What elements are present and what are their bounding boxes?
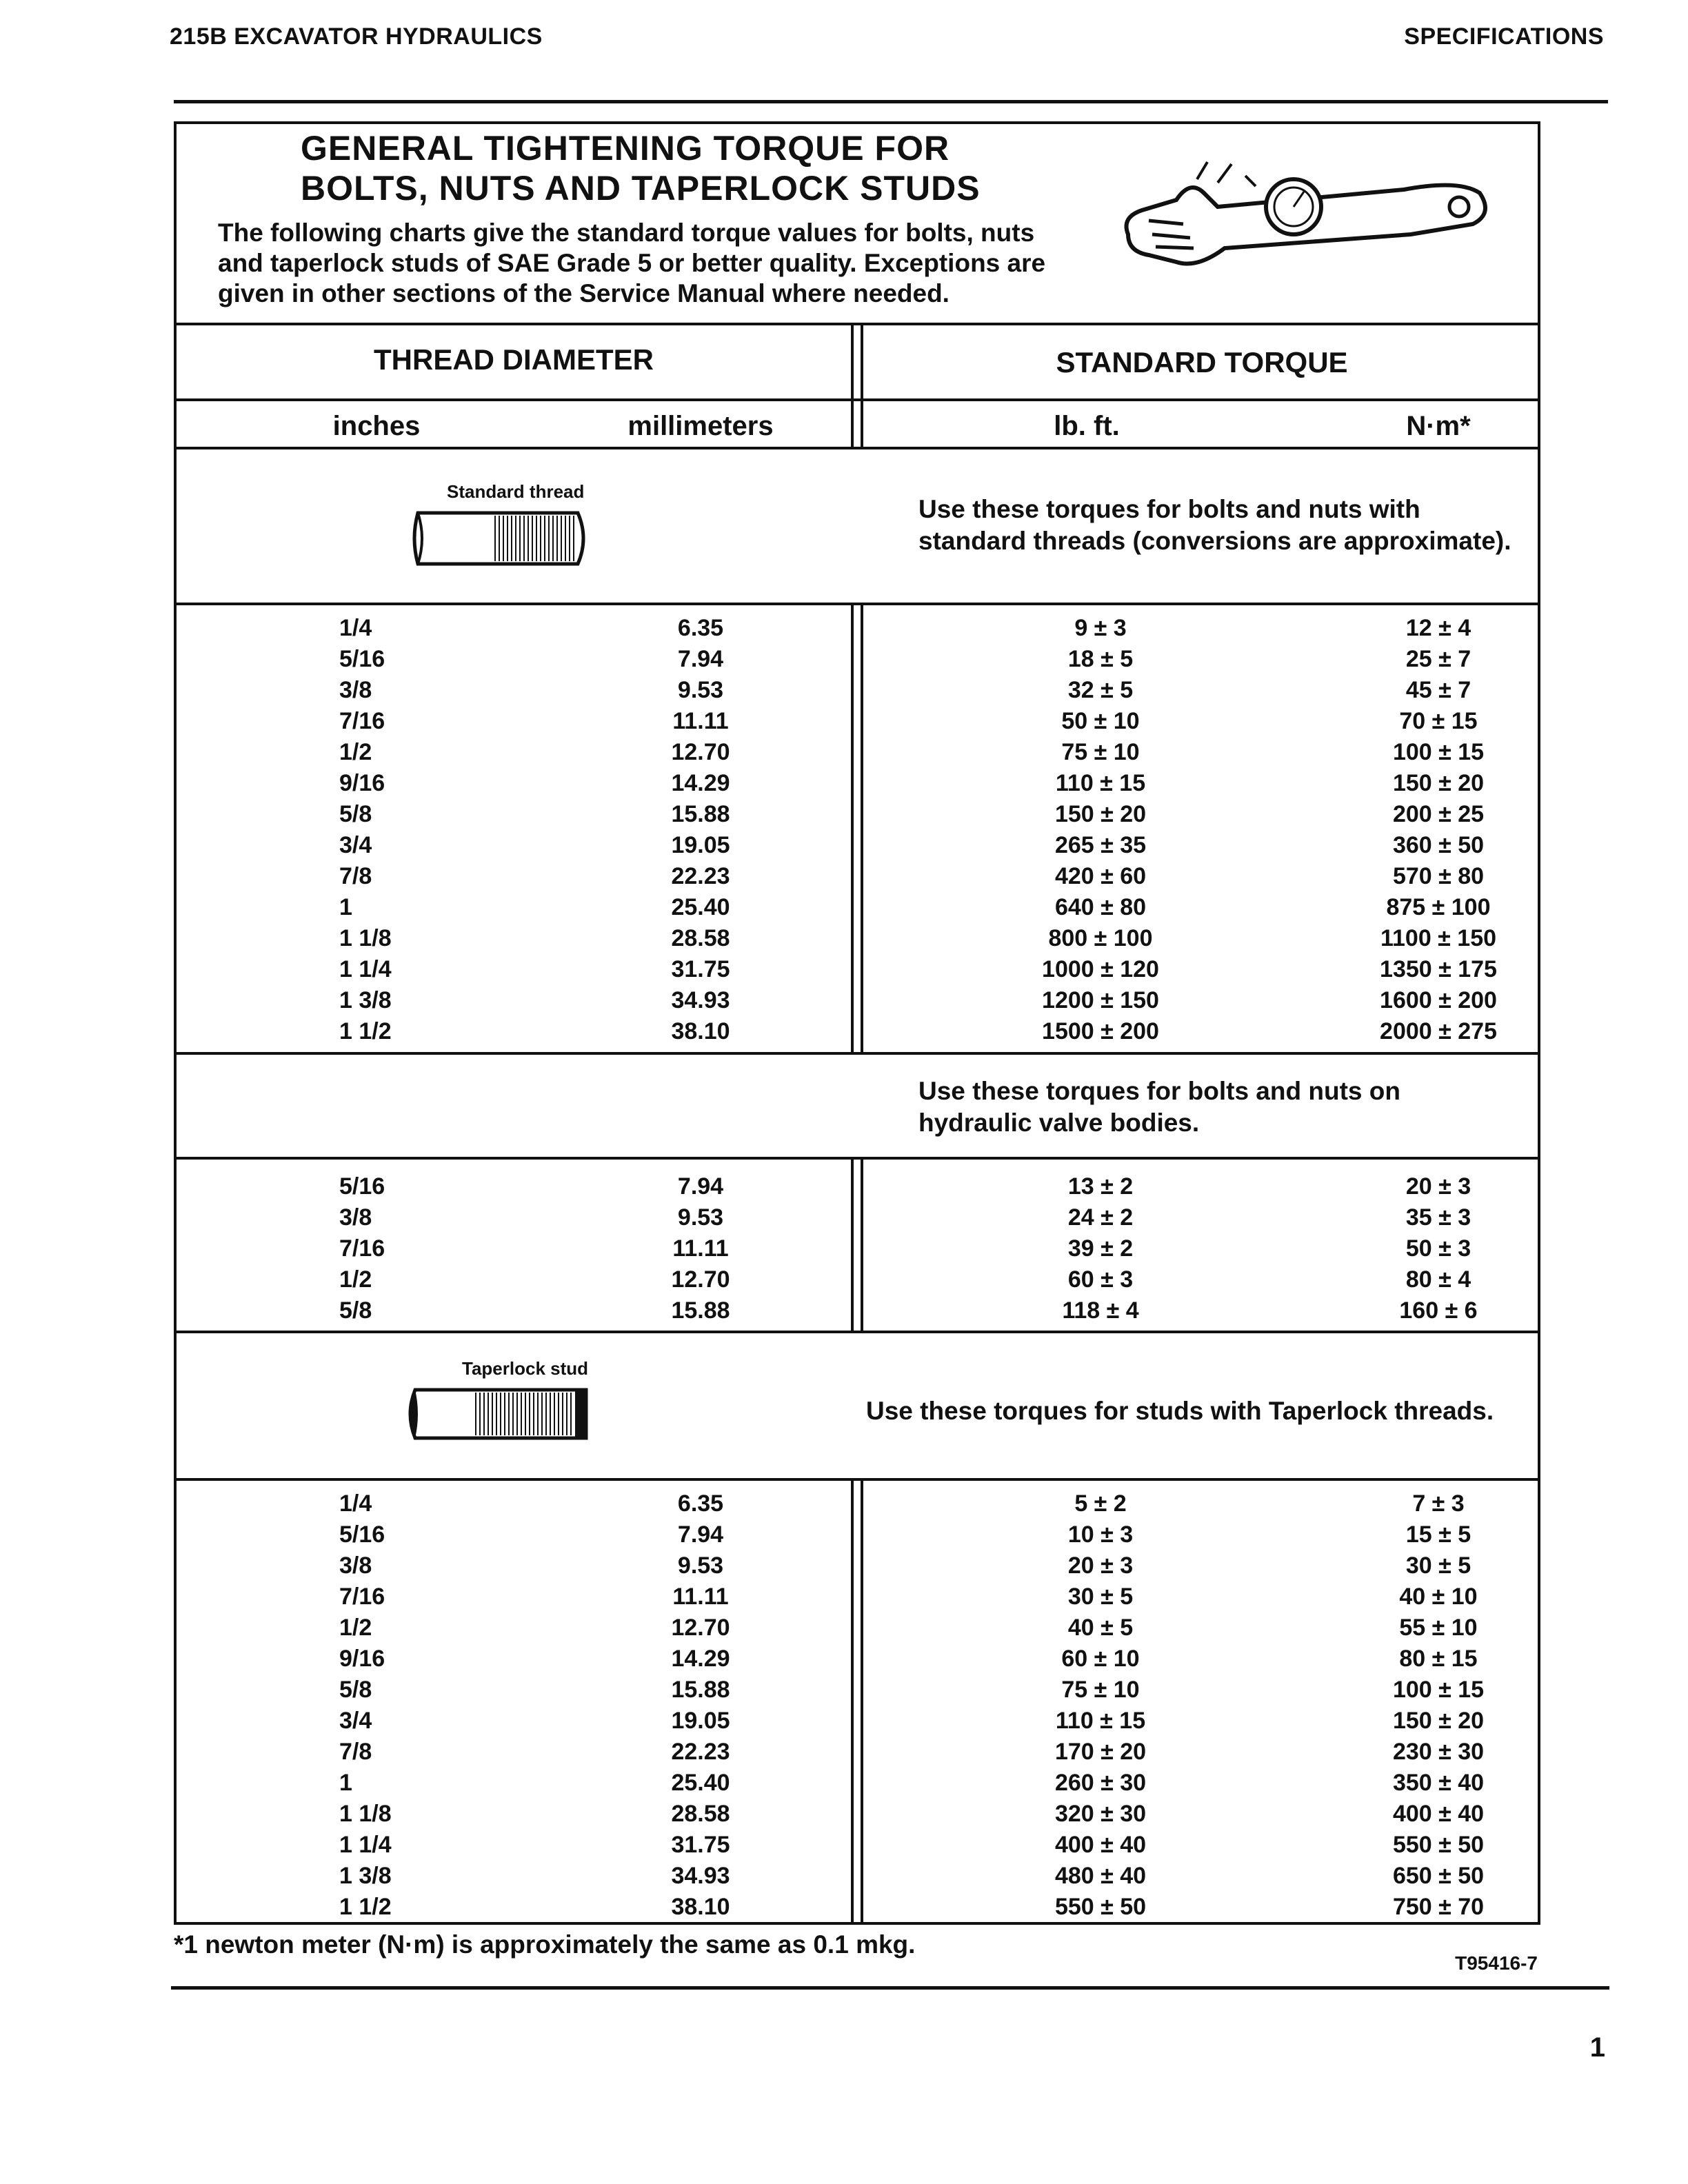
table-row — [177, 1708, 1538, 1739]
note-taperlock: Use these torques for studs with Taperlock threads. — [866, 1397, 1494, 1425]
cell-lbft: 10 ± 3 — [1067, 1521, 1134, 1548]
cell-inches: 1 1/8 — [339, 925, 392, 951]
cell-lbft: 5 ± 2 — [1074, 1490, 1127, 1517]
table-row — [177, 1490, 1538, 1521]
table-row — [177, 1553, 1538, 1584]
table-row — [177, 1235, 1538, 1266]
footnote: *1 newton meter (N·m) is approximately the same as 0.1 mkg. — [174, 1930, 916, 1959]
cell-mm: 15.88 — [671, 1297, 730, 1324]
col-standard-torque: STANDARD TORQUE — [1056, 346, 1348, 378]
table-row — [177, 1677, 1538, 1708]
cell-inches: 1 3/8 — [339, 1863, 392, 1889]
cell-inches: 1/2 — [339, 739, 372, 765]
cell-nm: 200 ± 25 — [1392, 801, 1485, 827]
cell-lbft: 110 ± 15 — [1055, 770, 1146, 796]
cell-mm: 9.53 — [677, 1553, 724, 1579]
divider-header-b — [861, 323, 863, 449]
cell-lbft: 110 ± 15 — [1055, 1708, 1146, 1734]
table-row — [177, 770, 1538, 801]
standard-thread-bolt-icon — [405, 507, 593, 569]
page-number: 1 — [1589, 2032, 1605, 2063]
cell-mm: 15.88 — [671, 801, 730, 827]
cell-mm: 31.75 — [671, 1832, 730, 1858]
cell-mm: 11.11 — [672, 1235, 729, 1262]
cell-lbft: 75 ± 10 — [1061, 1677, 1140, 1703]
cell-lbft: 75 ± 10 — [1061, 739, 1140, 765]
col-lbft: lb. ft. — [1054, 411, 1120, 441]
cell-inches: 1/4 — [339, 615, 372, 641]
cell-lbft: 150 ± 20 — [1054, 801, 1147, 827]
intro-paragraph: The following charts give the standard torque values for bolts, nuts and taperlock studs of SAE Grade 5 or better quality. Exceptions are given in other sections of the Service Manual where needed. — [218, 219, 1046, 307]
cell-lbft: 550 ± 50 — [1054, 1894, 1147, 1920]
cell-nm: 80 ± 4 — [1405, 1266, 1471, 1293]
cell-inches: 9/16 — [339, 1646, 385, 1672]
cell-lbft: 1200 ± 150 — [1042, 987, 1159, 1013]
cell-mm: 9.53 — [677, 1204, 724, 1231]
cell-inches: 5/8 — [339, 1677, 372, 1703]
table-row — [177, 1173, 1538, 1204]
cell-mm: 6.35 — [677, 1490, 724, 1517]
cell-lbft: 30 ± 5 — [1067, 1584, 1134, 1610]
table-row — [177, 1646, 1538, 1677]
cell-lbft: 320 ± 30 — [1054, 1801, 1147, 1827]
table-row — [177, 708, 1538, 739]
cell-inches: 1/2 — [339, 1266, 372, 1293]
table-row — [177, 677, 1538, 708]
cell-inches: 1 1/2 — [339, 1018, 392, 1044]
cell-nm: 70 ± 15 — [1399, 708, 1478, 734]
table-row — [177, 863, 1538, 894]
rule-section3-top — [177, 1478, 1538, 1481]
cell-mm: 12.70 — [671, 739, 730, 765]
cell-nm: 15 ± 5 — [1405, 1521, 1471, 1548]
cell-lbft: 9 ± 3 — [1074, 615, 1127, 641]
cell-lbft: 260 ± 30 — [1054, 1770, 1147, 1796]
col-millimeters: millimeters — [627, 411, 774, 441]
table-row — [177, 1584, 1538, 1615]
cell-inches: 5/16 — [339, 1173, 385, 1200]
table-row — [177, 925, 1538, 956]
rule-header-mid — [177, 398, 1538, 401]
cell-mm: 14.29 — [671, 1646, 730, 1672]
cell-nm: 875 ± 100 — [1386, 894, 1491, 920]
cell-mm: 12.70 — [671, 1266, 730, 1293]
table-row — [177, 646, 1538, 677]
cell-nm: 400 ± 40 — [1392, 1801, 1485, 1827]
torque-wrench-icon — [1114, 152, 1500, 276]
cell-nm: 50 ± 3 — [1405, 1235, 1471, 1262]
cell-nm: 7 ± 3 — [1412, 1490, 1465, 1517]
cell-inches: 5/8 — [339, 801, 372, 827]
cell-inches: 5/8 — [339, 1297, 372, 1324]
cell-nm: 750 ± 70 — [1392, 1894, 1485, 1920]
chart-title-line1: GENERAL TIGHTENING TORQUE FOR — [301, 129, 950, 168]
cell-nm: 350 ± 40 — [1392, 1770, 1485, 1796]
cell-inches: 1 1/2 — [339, 1894, 392, 1920]
standard-thread-caption: Standard thread — [447, 481, 585, 502]
figure-code: T95416-7 — [1455, 1952, 1538, 1974]
cell-inches: 3/4 — [339, 1708, 372, 1734]
cell-nm: 360 ± 50 — [1392, 832, 1485, 858]
cell-inches: 7/16 — [339, 1584, 385, 1610]
cell-mm: 25.40 — [671, 894, 730, 920]
cell-lbft: 13 ± 2 — [1067, 1173, 1134, 1200]
cell-mm: 19.05 — [671, 832, 730, 858]
cell-mm: 22.23 — [671, 1739, 730, 1765]
cell-mm: 34.93 — [671, 1863, 730, 1889]
cell-mm: 7.94 — [677, 1173, 724, 1200]
table-row — [177, 1863, 1538, 1894]
cell-nm: 550 ± 50 — [1392, 1832, 1485, 1858]
rule-section2-top — [177, 1157, 1538, 1160]
cell-nm: 1350 ± 175 — [1380, 956, 1497, 982]
cell-inches: 1 — [339, 894, 352, 920]
chart-title — [301, 128, 981, 208]
table-row — [177, 956, 1538, 987]
cell-lbft: 60 ± 10 — [1061, 1646, 1140, 1672]
table-row — [177, 1297, 1538, 1328]
cell-mm: 11.11 — [672, 708, 729, 734]
rule-header-top — [177, 323, 1538, 325]
table-row — [177, 801, 1538, 832]
divider-header-a — [851, 323, 854, 449]
table-row — [177, 894, 1538, 925]
cell-mm: 31.75 — [671, 956, 730, 982]
cell-nm: 45 ± 7 — [1405, 677, 1471, 703]
cell-mm: 7.94 — [677, 646, 724, 672]
cell-nm: 80 ± 15 — [1399, 1646, 1478, 1672]
table-row — [177, 1770, 1538, 1801]
cell-nm: 12 ± 4 — [1405, 615, 1471, 641]
note-valve-bodies: Use these torques for bolts and nuts on hydraulic valve bodies. — [918, 1077, 1400, 1137]
cell-nm: 40 ± 10 — [1399, 1584, 1478, 1610]
table-row — [177, 1739, 1538, 1770]
rule-section1-bottom — [177, 1052, 1538, 1055]
cell-lbft: 118 ± 4 — [1062, 1297, 1139, 1324]
table-row — [177, 1615, 1538, 1646]
cell-inches: 1 1/4 — [339, 1832, 392, 1858]
cell-mm: 38.10 — [671, 1018, 730, 1044]
cell-nm: 100 ± 15 — [1392, 739, 1485, 765]
cell-lbft: 39 ± 2 — [1067, 1235, 1134, 1262]
table-row — [177, 1801, 1538, 1832]
cell-nm: 100 ± 15 — [1392, 1677, 1485, 1703]
running-header-section: SPECIFICATIONS — [1404, 23, 1604, 50]
cell-mm: 38.10 — [671, 1894, 730, 1920]
rule-section2-bottom — [177, 1331, 1538, 1333]
table-row — [177, 832, 1538, 863]
cell-lbft: 18 ± 5 — [1067, 646, 1134, 672]
cell-mm: 28.58 — [671, 1801, 730, 1827]
table-row — [177, 615, 1538, 646]
col-inches: inches — [332, 411, 421, 441]
cell-mm: 28.58 — [671, 925, 730, 951]
cell-inches: 1/4 — [339, 1490, 372, 1517]
cell-mm: 15.88 — [671, 1677, 730, 1703]
cell-lbft: 50 ± 10 — [1061, 708, 1140, 734]
col-nm: N·m* — [1406, 411, 1471, 441]
cell-mm: 7.94 — [677, 1521, 724, 1548]
cell-nm: 650 ± 50 — [1392, 1863, 1485, 1889]
rule-section1-top — [177, 603, 1538, 605]
cell-inches: 3/8 — [339, 1553, 372, 1579]
cell-nm: 230 ± 30 — [1392, 1739, 1485, 1765]
cell-mm: 6.35 — [677, 615, 724, 641]
cell-lbft: 800 ± 100 — [1048, 925, 1153, 951]
cell-lbft: 400 ± 40 — [1054, 1832, 1147, 1858]
note-standard-thread: Use these torques for bolts and nuts with standard threads (conversions are approximate). — [918, 495, 1511, 555]
cell-lbft: 60 ± 3 — [1067, 1266, 1134, 1293]
cell-lbft: 32 ± 5 — [1067, 677, 1134, 703]
cell-nm: 150 ± 20 — [1392, 770, 1485, 796]
table-row — [177, 987, 1538, 1018]
cell-nm: 1600 ± 200 — [1380, 987, 1497, 1013]
torque-chart-box — [174, 121, 1540, 1925]
taperlock-stud-caption: Taperlock stud — [462, 1358, 589, 1379]
cell-inches: 5/16 — [339, 646, 385, 672]
table-row — [177, 1018, 1538, 1049]
table-row — [177, 739, 1538, 770]
cell-mm: 22.23 — [671, 863, 730, 889]
cell-lbft: 24 ± 2 — [1067, 1204, 1134, 1231]
rule-header-bottom — [177, 447, 1538, 449]
cell-lbft: 265 ± 35 — [1054, 832, 1147, 858]
taperlock-stud-icon — [400, 1383, 594, 1445]
cell-lbft: 420 ± 60 — [1054, 863, 1147, 889]
cell-mm: 11.11 — [672, 1584, 729, 1610]
cell-inches: 9/16 — [339, 770, 385, 796]
cell-mm: 25.40 — [671, 1770, 730, 1796]
cell-nm: 20 ± 3 — [1405, 1173, 1471, 1200]
cell-inches: 1 3/8 — [339, 987, 392, 1013]
cell-inches: 7/16 — [339, 1235, 385, 1262]
cell-lbft: 1000 ± 120 — [1042, 956, 1159, 982]
cell-mm: 14.29 — [671, 770, 730, 796]
cell-inches: 1 — [339, 1770, 352, 1796]
cell-mm: 34.93 — [671, 987, 730, 1013]
cell-inches: 3/8 — [339, 677, 372, 703]
cell-inches: 7/8 — [339, 1739, 372, 1765]
cell-nm: 35 ± 3 — [1405, 1204, 1471, 1231]
cell-inches: 1/2 — [339, 1615, 372, 1641]
cell-mm: 19.05 — [671, 1708, 730, 1734]
cell-inches: 7/16 — [339, 708, 385, 734]
cell-mm: 12.70 — [671, 1615, 730, 1641]
table-row — [177, 1832, 1538, 1863]
cell-lbft: 20 ± 3 — [1067, 1553, 1134, 1579]
cell-lbft: 1500 ± 200 — [1042, 1018, 1159, 1044]
cell-nm: 570 ± 80 — [1392, 863, 1485, 889]
cell-nm: 150 ± 20 — [1392, 1708, 1485, 1734]
running-header-title: 215B EXCAVATOR HYDRAULICS — [170, 23, 543, 50]
col-thread-diameter: THREAD DIAMETER — [374, 343, 654, 376]
table-row — [177, 1894, 1538, 1925]
cell-nm: 30 ± 5 — [1405, 1553, 1471, 1579]
cell-nm: 25 ± 7 — [1405, 646, 1471, 672]
cell-lbft: 40 ± 5 — [1067, 1615, 1134, 1641]
top-rule — [174, 100, 1608, 103]
table-row — [177, 1204, 1538, 1235]
cell-inches: 3/8 — [339, 1204, 372, 1231]
cell-nm: 55 ± 10 — [1399, 1615, 1478, 1641]
cell-lbft: 640 ± 80 — [1054, 894, 1147, 920]
bottom-rule — [171, 1986, 1609, 1990]
cell-lbft: 480 ± 40 — [1054, 1863, 1147, 1889]
cell-inches: 3/4 — [339, 832, 372, 858]
table-row — [177, 1266, 1538, 1297]
cell-inches: 1 1/8 — [339, 1801, 392, 1827]
chart-title-line2: BOLTS, NUTS AND TAPERLOCK STUDS — [301, 169, 981, 208]
cell-mm: 9.53 — [677, 677, 724, 703]
cell-inches: 7/8 — [339, 863, 372, 889]
cell-nm: 2000 ± 275 — [1380, 1018, 1497, 1044]
cell-inches: 5/16 — [339, 1521, 385, 1548]
cell-nm: 160 ± 6 — [1399, 1297, 1478, 1324]
cell-inches: 1 1/4 — [339, 956, 392, 982]
table-row — [177, 1521, 1538, 1553]
cell-nm: 1100 ± 150 — [1380, 925, 1497, 951]
cell-lbft: 170 ± 20 — [1054, 1739, 1147, 1765]
